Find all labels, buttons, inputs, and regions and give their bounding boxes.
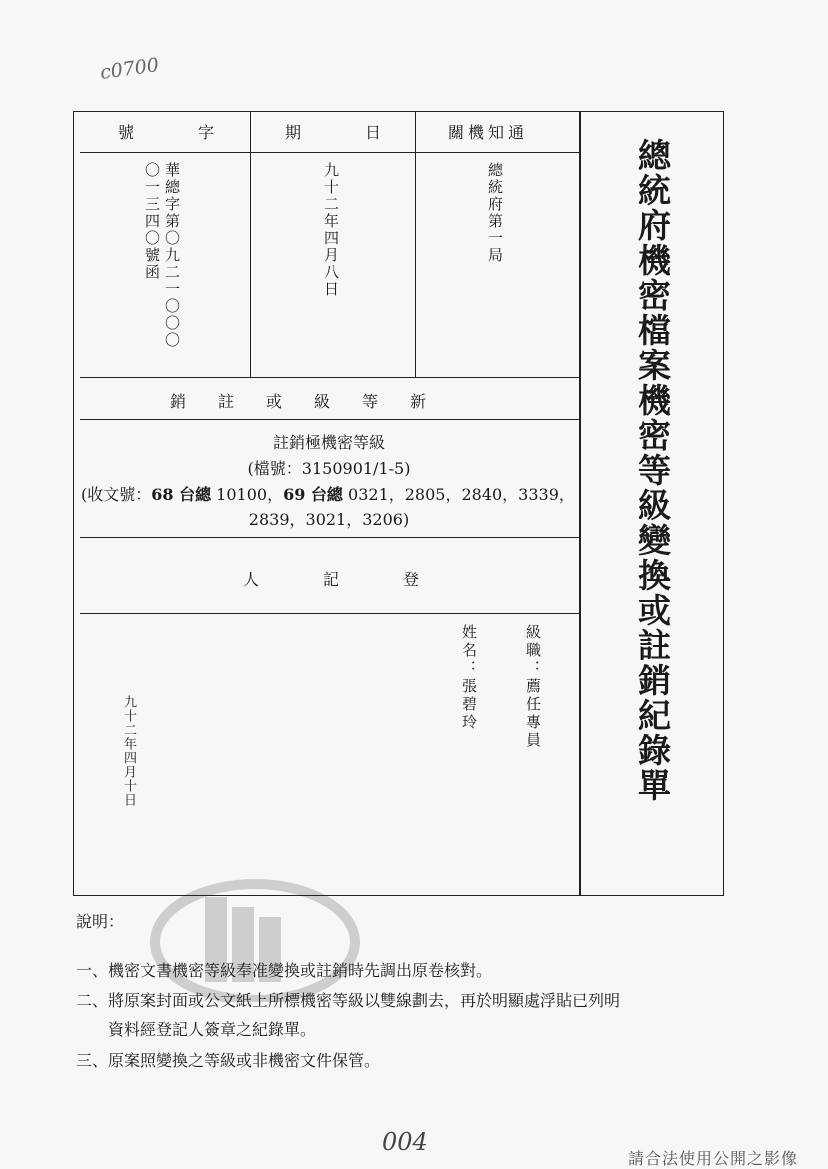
col-divider-1	[250, 111, 251, 377]
header-date: 期 日	[285, 123, 382, 142]
title-divider	[579, 111, 581, 896]
row-line-1	[80, 377, 579, 378]
row-line-4	[80, 613, 579, 614]
receipt-prefix: (收文號：	[81, 485, 152, 504]
header-notified-agency: 關機知通	[448, 123, 529, 142]
doc-number-line2: 〇一三四〇號函	[143, 162, 161, 281]
registrar-rank: 級職：薦任專員	[524, 624, 542, 750]
header-number: 號 字	[118, 123, 215, 142]
doc-date: 九十二年四月八日	[322, 162, 340, 298]
row-line-2	[80, 419, 579, 420]
new-level-receipt-numbers	[81, 482, 575, 505]
receipt-mid: 10100，	[211, 485, 284, 504]
note-item-2-cont: 資料經登記人簽章之紀錄單。	[76, 1020, 317, 1039]
receipt-bold-1: 68 台總	[151, 485, 212, 504]
registrar-date: 九十二年四月十日	[121, 695, 136, 807]
notes-label: 說明：	[76, 912, 125, 931]
handwritten-note: c0700	[98, 54, 161, 84]
form-title: 總統府機密檔案機密等級變換或註銷紀錄單	[633, 138, 672, 803]
notified-agency: 總統府第一局	[486, 162, 504, 264]
doc-number-line1: 華總字第〇九二一〇〇〇	[163, 162, 181, 349]
registrar-name: 姓名：張碧玲	[460, 624, 478, 732]
note-item-3: 三、原案照變換之等級或非機密文件保管。	[76, 1051, 381, 1070]
note-item-2: 二、將原案封面或公文紙上所標機密等級以雙線劃去，再於明顯處浮貼已列明	[76, 991, 621, 1010]
usage-watermark: 請合法使用公開之影像	[628, 1149, 799, 1168]
section-change-header: 銷 註 或 級 等 新	[170, 392, 427, 411]
receipt-rest: 0321，2805，2840，3339，	[342, 485, 575, 504]
registrar-header: 人 記 登	[243, 570, 420, 589]
page-number: 004	[382, 1128, 428, 1156]
col-divider-2	[415, 111, 416, 377]
new-level-line1: 註銷極機密等級	[272, 433, 385, 452]
receipt-bold-2: 69 台總	[283, 485, 343, 504]
note-item-1: 一、機密文書機密等級奉准變換或註銷時先調出原卷核對。	[76, 961, 493, 980]
row-line-3	[80, 537, 579, 538]
header-row-line	[80, 152, 579, 153]
new-level-receipt-numbers-cont: 2839，3021，3206)	[248, 510, 410, 529]
new-level-file-no: (檔號：3150901/1-5)	[247, 459, 411, 478]
